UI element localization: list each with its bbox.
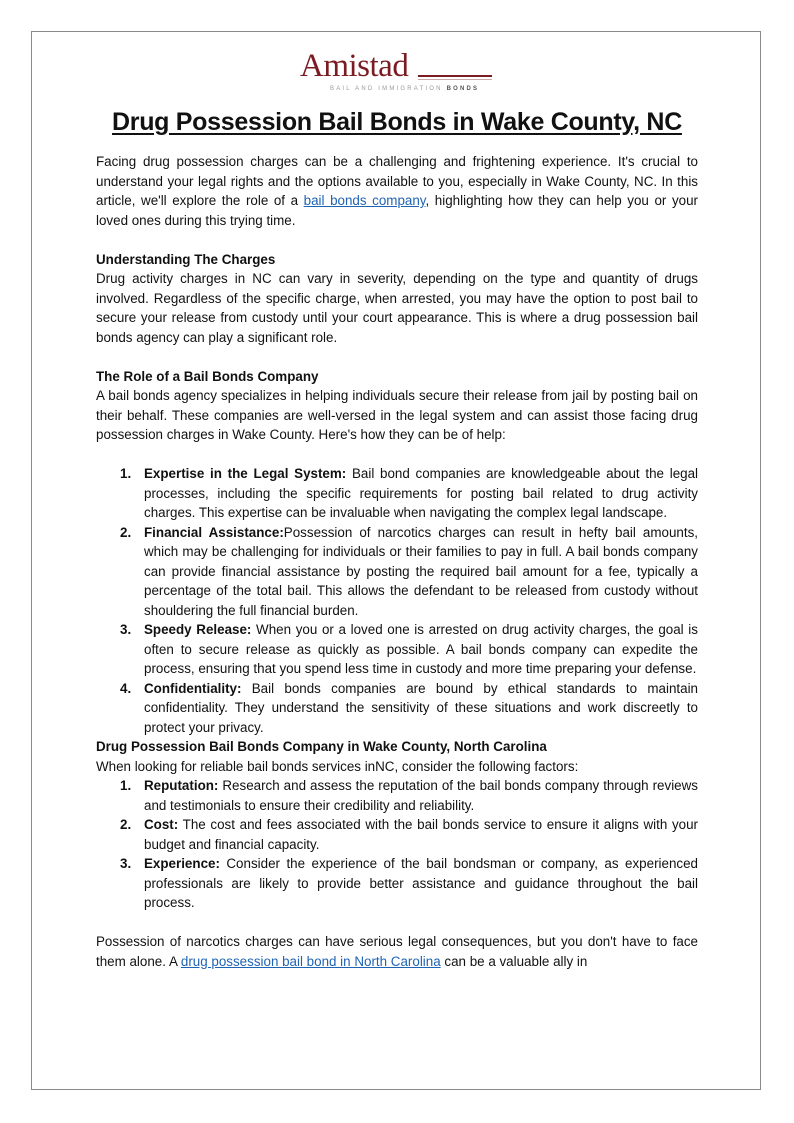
closing-paragraph: Possession of narcotics charges can have serious legal consequences, but you don't have to face them alone. A drug possession bail bond in North Carolina can be a valuable ally in xyxy=(96,934,698,969)
list-item: 4. Confidentiality: Bail bonds companies are bound by ethical standards to maintain confidentiality. They understand the sensitivity of these situations and work discreetly to protect your privacy. xyxy=(120,680,698,735)
list-item: 3. Experience: Consider the experience of the bail bondsman or company, as experienced professionals are likely to provide better assistance and guidance throughout the bail process. xyxy=(120,856,698,910)
list-item: 2. Cost: The cost and fees associated with the bail bonds service to ensure it aligns with your budget and financial capacity. xyxy=(120,817,698,852)
intro-paragraph: Facing drug possession charges can be a challenging and frightening experience. It's crucial to understand your legal rights and the options available to you, especially in Wake County, NC. In this article, we'll explore the role of a bail bonds company, highlighting how they can help you or your loved ones during this trying time. xyxy=(96,154,698,228)
drug-possession-bail-bond-link[interactable]: drug possession bail bond in North Carolina xyxy=(180,953,441,969)
section-body-charges: Drug activity charges in NC can vary in severity, depending on the type and quantity of drugs involved. Regardless of the specific charge, when arrested, you may have the option to post bail to secure your release from custody until your court appearance. This is where a drug possession bail bonds agency can play a significant role. xyxy=(96,271,698,345)
list-item: 2. Financial Assistance:Possession of narcotics charges can result in hefty bail amounts, which may be challenging for individuals or their families to pay in full. A bail bonds company can provide financial assistance by posting the required bail amount for a fee, typically a percentage of the total bail. This allows the defendant to be released from custody without shouldering the full financial burden. xyxy=(120,524,699,618)
help-list xyxy=(96,464,698,737)
section-body-company: When looking for reliable bail bonds services inNC, consider the following factors: xyxy=(96,758,579,774)
list-item: 1. Reputation: Research and assess the reputation of the bail bonds company through reviews and testimonials to ensure their credibility and reliability. xyxy=(120,778,698,813)
logo-rule xyxy=(418,75,492,77)
section-heading-charges: Understanding The Charges xyxy=(96,251,276,267)
logo-tagline xyxy=(330,86,479,92)
company-logo xyxy=(300,48,500,98)
logo-tagline-bold: BONDS xyxy=(446,86,480,92)
document-body xyxy=(96,104,698,971)
list-item: 1. Expertise in the Legal System: Bail bond companies are knowledgeable about the legal processes, including the specific requirements for posting bail related to drug activity charges. This expertise can be invaluable when navigating the complex legal landscape. xyxy=(120,466,699,520)
logo-wordmark: Amistad xyxy=(300,48,409,84)
list-item: 3. Speedy Release: When you or a loved one is arrested on drug activity charges, the goal is often to secure release as quickly as possible. A bail bonds company can expedite the process, ensuring that you spend less time in custody and more time preparing your defense. xyxy=(120,622,698,676)
factors-list xyxy=(96,776,698,913)
section-heading-company: Drug Possession Bail Bonds Company in Wake County, North Carolina xyxy=(96,739,547,754)
section-heading-role: The Role of a Bail Bonds Company xyxy=(96,368,319,384)
logo-tagline-light: BAIL AND IMMIGRATION xyxy=(330,86,443,92)
page-title: Drug Possession Bail Bonds in Wake County, NC xyxy=(112,108,682,136)
logo-rule-shadow xyxy=(418,79,492,80)
bail-bonds-company-link[interactable]: bail bonds company xyxy=(303,193,426,208)
section-body-role: A bail bonds agency specializes in helping individuals secure their release from jail by posting bail on their behalf. These companies are well-versed in the legal system and can assist those facing drug possession charges in Wake County. Here's how they can be of help: xyxy=(96,388,698,442)
